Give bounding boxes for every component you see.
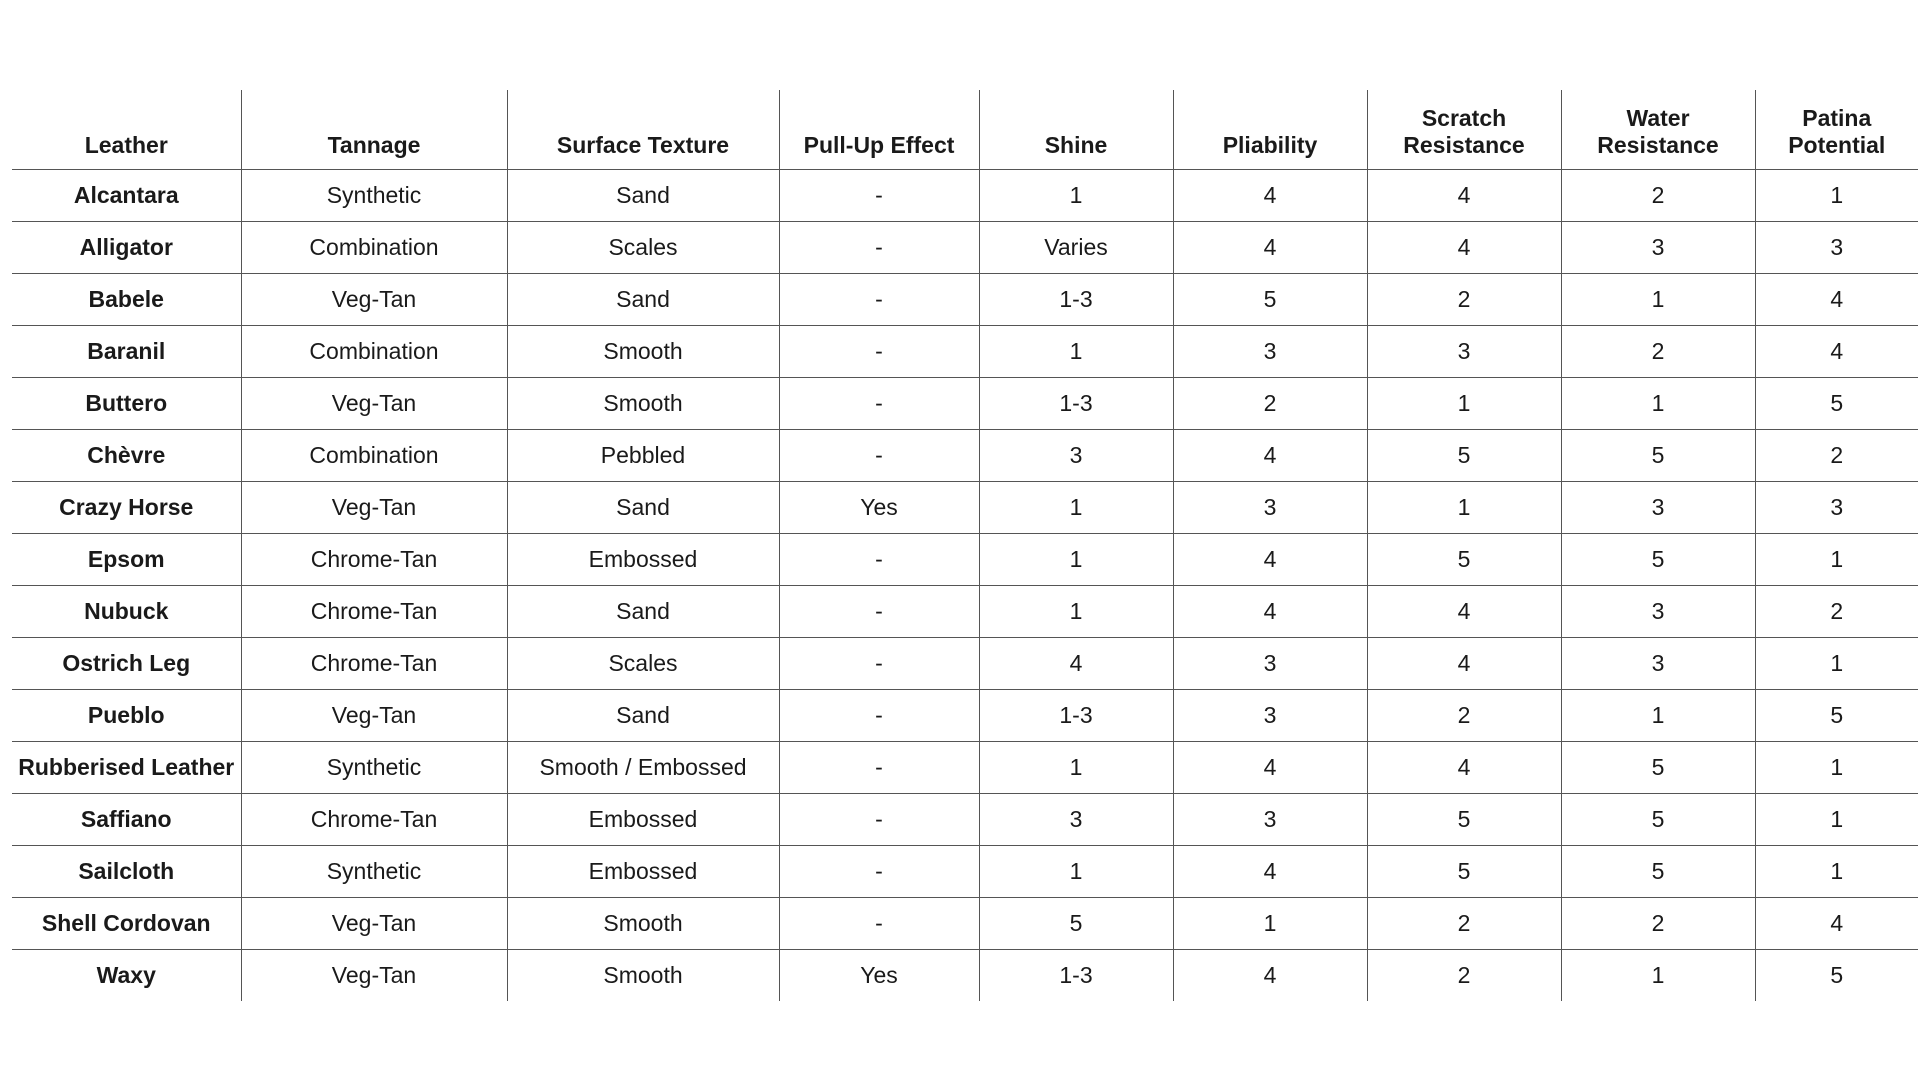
cell-leather: Rubberised Leather bbox=[12, 742, 241, 794]
cell-shine: 1 bbox=[979, 846, 1173, 898]
table-row bbox=[12, 794, 1918, 846]
cell-water-resistance: 1 bbox=[1561, 690, 1755, 742]
cell-shine: 5 bbox=[979, 898, 1173, 950]
cell-surface-texture: Embossed bbox=[507, 846, 779, 898]
table-row bbox=[12, 274, 1918, 326]
col-header-water-resistance bbox=[1561, 90, 1755, 170]
cell-pull-up-effect: - bbox=[779, 274, 979, 326]
cell-water-resistance: 3 bbox=[1561, 638, 1755, 690]
cell-leather: Waxy bbox=[96, 962, 156, 988]
cell-surface-texture: Smooth / Embossed bbox=[507, 742, 779, 794]
cell-shine: 1-3 bbox=[979, 274, 1173, 326]
header-text: Potential bbox=[1788, 132, 1886, 158]
cell-pull-up-effect: - bbox=[779, 430, 979, 482]
header-text: Patina bbox=[1802, 105, 1872, 131]
cell-water-resistance: 1 bbox=[1561, 950, 1755, 1002]
cell-pull-up-effect: - bbox=[779, 638, 979, 690]
cell-shine: 1 bbox=[979, 326, 1173, 378]
cell-pliability: 4 bbox=[1173, 222, 1367, 274]
cell-surface-texture: Smooth bbox=[507, 898, 779, 950]
cell-surface-texture: Pebbled bbox=[507, 430, 779, 482]
cell-leather: Alcantara bbox=[12, 170, 241, 222]
cell-pull-up-effect: - bbox=[779, 170, 979, 222]
col-header-scratch-resistance bbox=[1367, 90, 1561, 170]
cell-scratch-resistance: 5 bbox=[1367, 534, 1561, 586]
cell-scratch-resistance: 4 bbox=[1367, 222, 1561, 274]
col-header-leather bbox=[12, 90, 241, 170]
header-text: Surface Texture bbox=[556, 132, 730, 158]
col-header-tannage bbox=[241, 90, 507, 170]
cell-pliability: 4 bbox=[1173, 846, 1367, 898]
cell-leather: Epsom bbox=[12, 534, 241, 586]
cell-shine: 1 bbox=[979, 534, 1173, 586]
cell-water-resistance: 1 bbox=[1561, 378, 1755, 430]
cell-tannage: Veg-Tan bbox=[241, 482, 507, 534]
cell-patina-potential: 4 bbox=[1755, 898, 1918, 950]
cell-surface-texture: Sand bbox=[507, 586, 779, 638]
table-row bbox=[12, 430, 1918, 482]
cell-shine: 4 bbox=[979, 638, 1173, 690]
cell-scratch-resistance: 2 bbox=[1367, 950, 1561, 1002]
cell-pull-up-effect: - bbox=[779, 690, 979, 742]
cell-shine: 1-3 bbox=[979, 950, 1173, 1002]
cell-shine: Varies bbox=[979, 222, 1173, 274]
cell-leather: Alligator bbox=[12, 222, 241, 274]
cell-pliability: 3 bbox=[1173, 326, 1367, 378]
cell-pull-up-effect: - bbox=[779, 378, 979, 430]
cell-leather: Sailcloth bbox=[12, 846, 241, 898]
cell-pull-up-effect: - bbox=[779, 794, 979, 846]
cell-pliability: 4 bbox=[1173, 170, 1367, 222]
table-row bbox=[12, 690, 1918, 742]
cell-surface-texture: Scales bbox=[507, 222, 779, 274]
col-header-pull-up-effect bbox=[779, 90, 979, 170]
header-text: Shine bbox=[1044, 132, 1108, 158]
cell-scratch-resistance: 2 bbox=[1367, 690, 1561, 742]
cell-scratch-resistance: 4 bbox=[1367, 170, 1561, 222]
cell-surface-texture: Sand bbox=[507, 482, 779, 534]
cell-leather: Buttero bbox=[12, 378, 241, 430]
cell-water-resistance: 5 bbox=[1561, 430, 1755, 482]
cell-patina-potential: 1 bbox=[1755, 846, 1918, 898]
cell-water-resistance: 3 bbox=[1561, 586, 1755, 638]
cell-pull-up-effect: - bbox=[779, 846, 979, 898]
cell-patina-potential: 3 bbox=[1755, 222, 1918, 274]
cell-water-resistance: 1 bbox=[1561, 274, 1755, 326]
table-row bbox=[12, 326, 1918, 378]
table-row bbox=[12, 846, 1918, 898]
cell-patina-potential: 2 bbox=[1755, 430, 1918, 482]
cell-water-resistance: 5 bbox=[1561, 794, 1755, 846]
cell-scratch-resistance: 2 bbox=[1367, 274, 1561, 326]
cell-pull-up-effect: Yes bbox=[779, 950, 979, 1002]
cell-pliability: 1 bbox=[1173, 898, 1367, 950]
header-text: Resistance bbox=[1403, 132, 1525, 158]
cell-shine: 1 bbox=[979, 170, 1173, 222]
cell-shine: 3 bbox=[979, 794, 1173, 846]
cell-water-resistance: 5 bbox=[1561, 846, 1755, 898]
cell-scratch-resistance: 5 bbox=[1367, 846, 1561, 898]
cell-tannage: Veg-Tan bbox=[241, 378, 507, 430]
cell-leather: Babele bbox=[12, 274, 241, 326]
cell-pliability: 4 bbox=[1173, 534, 1367, 586]
cell-patina-potential: 1 bbox=[1755, 794, 1918, 846]
table-header bbox=[12, 90, 1918, 170]
header-row bbox=[12, 90, 1918, 170]
table-row bbox=[12, 742, 1918, 794]
cell-tannage: Synthetic bbox=[241, 170, 507, 222]
cell-surface-texture: Sand bbox=[507, 690, 779, 742]
cell-leather: Chèvre bbox=[12, 430, 241, 482]
cell-shine: 3 bbox=[979, 430, 1173, 482]
header-text: Scratch bbox=[1421, 105, 1507, 131]
cell-water-resistance: 5 bbox=[1561, 534, 1755, 586]
cell-pliability: 2 bbox=[1173, 378, 1367, 430]
cell-surface-texture: Embossed bbox=[507, 794, 779, 846]
cell-tannage: Combination bbox=[241, 430, 507, 482]
cell-shine: 1-3 bbox=[979, 378, 1173, 430]
cell-tannage: Chrome-Tan bbox=[241, 794, 507, 846]
header-text: Leather bbox=[84, 132, 168, 158]
col-header-patina-potential bbox=[1755, 90, 1918, 170]
cell-water-resistance: 2 bbox=[1561, 898, 1755, 950]
cell-leather: Nubuck bbox=[12, 586, 241, 638]
cell-shine: 1-3 bbox=[979, 690, 1173, 742]
cell-pull-up-effect: - bbox=[779, 326, 979, 378]
cell-scratch-resistance: 3 bbox=[1367, 326, 1561, 378]
cell-surface-texture: Scales bbox=[507, 638, 779, 690]
cell-shine: 1 bbox=[979, 586, 1173, 638]
col-header-surface-texture bbox=[507, 90, 779, 170]
cell-tannage: Synthetic bbox=[241, 742, 507, 794]
cell-patina-potential: 4 bbox=[1755, 326, 1918, 378]
cell-leather: Shell Cordovan bbox=[12, 898, 241, 950]
cell-pliability: 3 bbox=[1173, 690, 1367, 742]
cell-patina-potential: 5 bbox=[1755, 950, 1918, 1002]
table-body bbox=[12, 170, 1918, 1002]
cell-surface-texture: Smooth bbox=[507, 950, 779, 1002]
cell-scratch-resistance: 1 bbox=[1367, 482, 1561, 534]
cell-surface-texture: Smooth bbox=[507, 378, 779, 430]
cell-pliability: 4 bbox=[1173, 430, 1367, 482]
cell-pull-up-effect: Yes bbox=[779, 482, 979, 534]
cell-surface-texture: Sand bbox=[507, 274, 779, 326]
cell-pull-up-effect: - bbox=[779, 898, 979, 950]
table-row bbox=[12, 378, 1918, 430]
cell-surface-texture: Embossed bbox=[507, 534, 779, 586]
cell-surface-texture: Smooth bbox=[507, 326, 779, 378]
cell-tannage: Combination bbox=[241, 222, 507, 274]
cell-pliability: 3 bbox=[1173, 638, 1367, 690]
cell-tannage: Veg-Tan bbox=[241, 898, 507, 950]
cell-pliability: 4 bbox=[1173, 742, 1367, 794]
cell-tannage: Chrome-Tan bbox=[241, 638, 507, 690]
cell-patina-potential: 5 bbox=[1755, 690, 1918, 742]
col-header-shine bbox=[979, 90, 1173, 170]
table-row bbox=[12, 950, 1918, 1002]
cell-tannage: Chrome-Tan bbox=[241, 534, 507, 586]
header-text: Pull-Up Effect bbox=[803, 132, 955, 158]
table-row bbox=[12, 638, 1918, 690]
table-row bbox=[12, 534, 1918, 586]
col-header-pliability bbox=[1173, 90, 1367, 170]
cell-scratch-resistance: 2 bbox=[1367, 898, 1561, 950]
cell-tannage: Veg-Tan bbox=[241, 274, 507, 326]
cell-leather: Crazy Horse bbox=[12, 482, 241, 534]
header-text: Resistance bbox=[1597, 132, 1719, 158]
table-row bbox=[12, 222, 1918, 274]
cell-leather: Saffiano bbox=[12, 794, 241, 846]
cell-scratch-resistance: 4 bbox=[1367, 586, 1561, 638]
cell-surface-texture: Sand bbox=[507, 170, 779, 222]
header-text: Tannage bbox=[327, 132, 421, 158]
cell-leather: Pueblo bbox=[12, 690, 241, 742]
table-row bbox=[12, 898, 1918, 950]
cell-patina-potential: 1 bbox=[1755, 170, 1918, 222]
cell-leather: Ostrich Leg bbox=[12, 638, 241, 690]
header-text: Water bbox=[1626, 105, 1690, 131]
cell-water-resistance: 3 bbox=[1561, 482, 1755, 534]
cell-pull-up-effect: - bbox=[779, 534, 979, 586]
cell-pliability: 3 bbox=[1173, 482, 1367, 534]
table-row bbox=[12, 586, 1918, 638]
cell-pliability: 3 bbox=[1173, 794, 1367, 846]
cell-scratch-resistance: 5 bbox=[1367, 430, 1561, 482]
cell-patina-potential: 3 bbox=[1755, 482, 1918, 534]
cell-pull-up-effect: - bbox=[779, 586, 979, 638]
table-row bbox=[12, 170, 1918, 222]
cell-tannage: Veg-Tan bbox=[241, 950, 507, 1002]
cell-pliability: 4 bbox=[1173, 950, 1367, 1002]
cell-patina-potential: 2 bbox=[1755, 586, 1918, 638]
leather-comparison-table-container bbox=[12, 90, 1918, 1001]
cell-tannage: Veg-Tan bbox=[241, 690, 507, 742]
cell-patina-potential: 5 bbox=[1755, 378, 1918, 430]
cell-pliability: 4 bbox=[1173, 586, 1367, 638]
table-row bbox=[12, 482, 1918, 534]
header-text: Pliability bbox=[1222, 132, 1318, 158]
cell-scratch-resistance: 1 bbox=[1367, 378, 1561, 430]
cell-patina-potential: 1 bbox=[1755, 534, 1918, 586]
cell-tannage: Synthetic bbox=[241, 846, 507, 898]
cell-water-resistance: 3 bbox=[1561, 222, 1755, 274]
cell-patina-potential: 1 bbox=[1755, 742, 1918, 794]
cell-tannage: Chrome-Tan bbox=[241, 586, 507, 638]
cell-patina-potential: 4 bbox=[1755, 274, 1918, 326]
cell-shine: 1 bbox=[979, 482, 1173, 534]
cell-scratch-resistance: 4 bbox=[1367, 638, 1561, 690]
cell-pull-up-effect: - bbox=[779, 222, 979, 274]
cell-pull-up-effect: - bbox=[779, 742, 979, 794]
cell-pliability: 5 bbox=[1173, 274, 1367, 326]
cell-scratch-resistance: 4 bbox=[1367, 742, 1561, 794]
cell-water-resistance: 2 bbox=[1561, 326, 1755, 378]
leather-comparison-table bbox=[12, 90, 1918, 1001]
cell-water-resistance: 2 bbox=[1561, 170, 1755, 222]
cell-patina-potential: 1 bbox=[1755, 638, 1918, 690]
cell-scratch-resistance: 5 bbox=[1367, 794, 1561, 846]
cell-shine: 1 bbox=[979, 742, 1173, 794]
cell-leather: Baranil bbox=[12, 326, 241, 378]
cell-water-resistance: 5 bbox=[1561, 742, 1755, 794]
cell-tannage: Combination bbox=[241, 326, 507, 378]
